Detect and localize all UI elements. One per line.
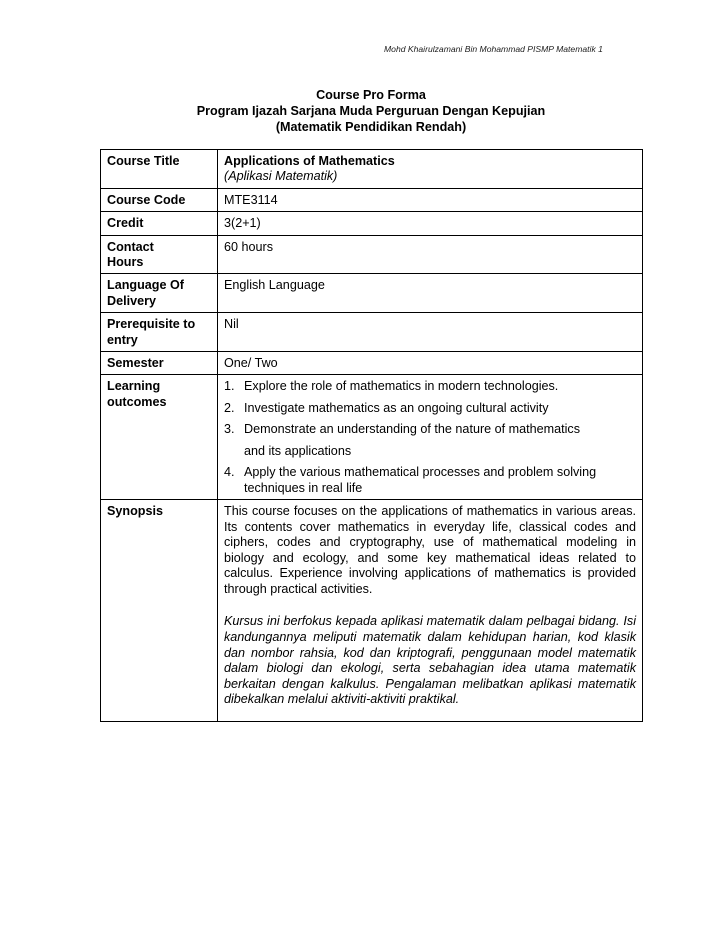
semester-value: One/ Two: [218, 352, 643, 375]
synopsis-value: [218, 499, 643, 721]
row-credit: [101, 212, 643, 235]
title-line-3: (Matematik Pendidikan Rendah): [275, 120, 467, 134]
title-line-2: Program Ijazah Sarjana Muda Perguruan Dengan Kepujian: [196, 104, 546, 118]
row-course-title: [101, 150, 643, 189]
outcome-text-group: [244, 422, 636, 459]
list-item: [224, 401, 636, 416]
course-code-value: MTE3114: [218, 188, 643, 211]
outcome-text-continued: and its applications: [244, 443, 352, 458]
prerequisite-label-line2: entry: [107, 332, 138, 347]
synopsis-label: Synopsis: [101, 499, 218, 721]
document-title: [100, 87, 642, 135]
language-value: English Language: [218, 274, 643, 313]
outcome-text: Explore the role of mathematics in modern technologies.: [244, 379, 559, 394]
course-title-en: Applications of Mathematics: [224, 154, 395, 168]
synopsis-spacer: [224, 708, 636, 718]
outcome-number: 2.: [224, 400, 235, 415]
synopsis-english: This course focuses on the applications of mathematics in various areas. Its contents cover mathematics in everyday life, classical codes and ciphers, codes and cryptography, use of mathematical modeling in biology and ecology, and some key mathematical ideas related to calculus. Experience involving applications of mathematics is provided through practical activities.: [224, 503, 636, 596]
list-item: [224, 465, 636, 496]
row-contact-hours: [101, 235, 643, 274]
list-item: [224, 379, 636, 394]
course-title-value: [218, 150, 643, 189]
row-prerequisite: [101, 313, 643, 352]
outcome-text: Apply the various mathematical processes and problem solving techniques in real life: [244, 465, 597, 495]
outcome-text: Demonstrate an understanding of the nature of mathematics: [244, 422, 581, 437]
course-pro-forma-table: [100, 149, 643, 722]
learning-outcomes-value: [218, 375, 643, 499]
outcome-number: 4.: [224, 465, 235, 480]
learning-outcomes-label-line1: Learning: [107, 379, 161, 394]
page-header-note: Mohd Khairulzamani Bin Mohammad PISMP Matematik 1: [384, 44, 603, 54]
learning-outcomes-list: [224, 379, 636, 495]
course-code-label: Course Code: [101, 188, 218, 211]
row-language: [101, 274, 643, 313]
prerequisite-label: [101, 313, 218, 352]
outcome-number: 3.: [224, 422, 235, 437]
outcome-text: Investigate mathematics as an ongoing cultural activity: [244, 400, 549, 415]
course-title-label: Course Title: [101, 150, 218, 189]
list-item: [224, 422, 636, 459]
synopsis-malay: Kursus ini berfokus kepada aplikasi matematik dalam pelbagai bidang. Isi kandungannya meliputi matematik dalam kehidupan harian, kod klasik dan nombor rahsia, kod dan kriptografi, penggunaan model matematik dalam biologi dan ekologi, serta sebahagian idea utama matematik berkaitan dengan kalkulus. Pengalaman melibatkan aplikasi matematik dibekalkan melalui aktiviti-aktiviti praktikal.: [224, 614, 636, 707]
semester-label: Semester: [101, 352, 218, 375]
row-learning-outcomes: [101, 375, 643, 499]
learning-outcomes-label-line2: outcomes: [107, 394, 167, 409]
contact-hours-label-line1: Contact: [107, 239, 154, 254]
credit-label: Credit: [101, 212, 218, 235]
row-course-code: [101, 188, 643, 211]
title-line-1: Course Pro Forma: [316, 88, 426, 102]
learning-outcomes-label: [101, 375, 218, 499]
contact-hours-label-line2: Hours: [107, 255, 144, 270]
contact-hours-value: 60 hours: [218, 235, 643, 274]
prerequisite-label-line1: Prerequisite to: [107, 317, 196, 332]
course-title-my: (Aplikasi Matematik): [224, 169, 338, 184]
language-label-line1: Language Of: [107, 278, 184, 293]
credit-value: 3(2+1): [218, 212, 643, 235]
prerequisite-value: Nil: [218, 313, 643, 352]
language-label: [101, 274, 218, 313]
language-label-line2: Delivery: [107, 293, 157, 308]
contact-hours-label: [101, 235, 218, 274]
outcome-number: 1.: [224, 379, 235, 394]
row-semester: [101, 352, 643, 375]
row-synopsis: [101, 499, 643, 721]
